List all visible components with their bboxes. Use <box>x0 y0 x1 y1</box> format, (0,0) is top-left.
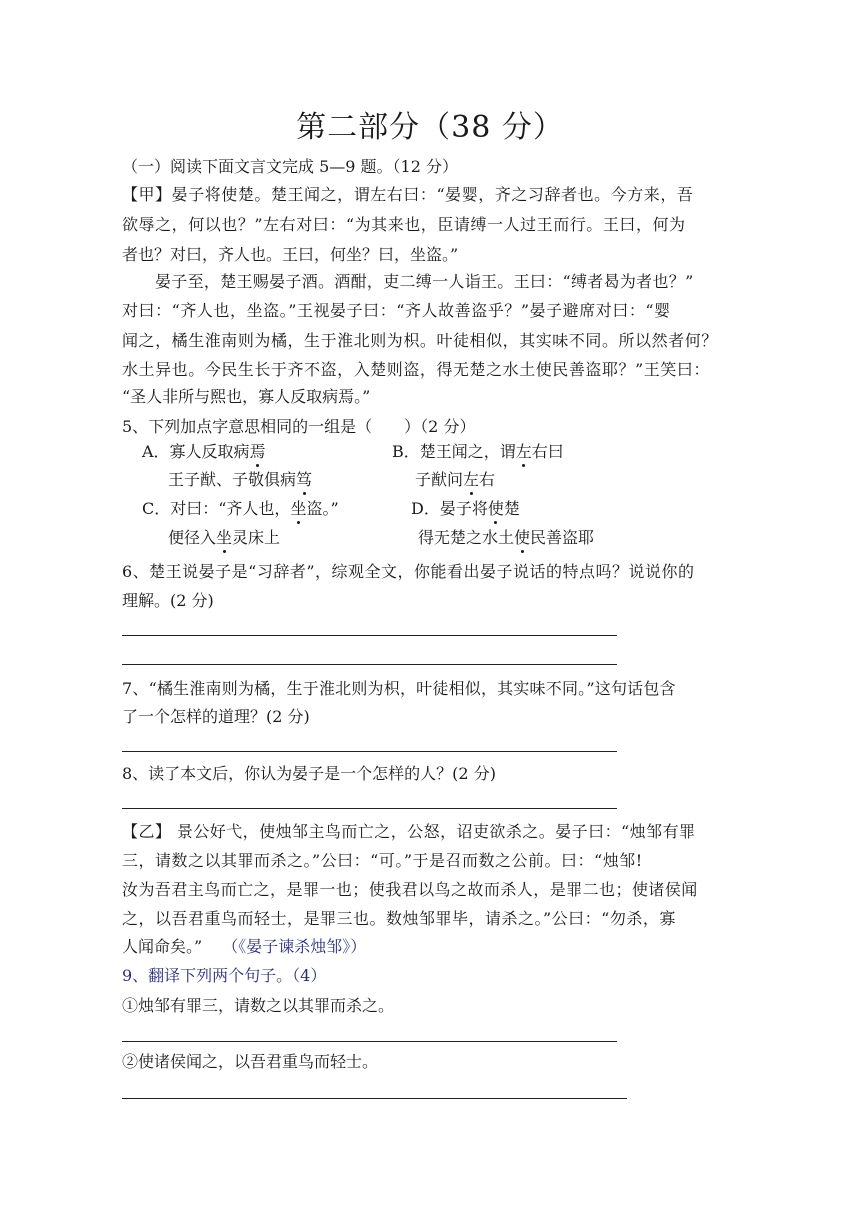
emphasis-char: 左 <box>515 442 532 461</box>
q7-stem: 7、“橘生淮南则为橘，生于淮北则为枳，叶徒相似，其实味不同。”这句话包含 <box>122 679 676 698</box>
passage-b-line: 【乙】 景公好弋，使烛邹主鸟而亡之，公怒，诏吏欲杀之。晏子曰：“烛邹有罪 <box>122 822 696 841</box>
emphasis-char: 使 <box>514 528 531 547</box>
q9-sentence-2: ②使诸侯闻之，以吾君重鸟而轻士。 <box>122 1052 379 1071</box>
q5-option-a-compare: 王子猷、子敬俱病笃 <box>168 470 313 489</box>
section-intro: （一）阅读下面文言文完成 5—9 题。（12 分） <box>122 157 458 176</box>
passage-b-last: 人闻命矣。” <box>122 937 203 956</box>
page-title: 第二部分（38 分） <box>296 110 564 145</box>
answer-line[interactable] <box>122 1098 627 1099</box>
q6-stem: 6、楚王说晏子是“习辞者”，综观全文，你能看出晏子说话的特点吗？说说你的 <box>122 562 695 581</box>
answer-line[interactable] <box>122 635 617 636</box>
passage-a-line: 晏子至，楚王赐晏子酒。酒酣，吏二缚一人诣王。王曰：“缚者曷为者也？” <box>155 272 694 291</box>
passage-a-line: 【甲】晏子将使楚。楚王闻之，谓左右曰：“晏婴，齐之习辞者也。今方来，吾 <box>122 185 694 204</box>
answer-line[interactable] <box>122 751 617 752</box>
q5-option-b-compare: 子猷问左右 <box>415 470 496 489</box>
emphasis-char: 坐 <box>290 499 307 518</box>
passage-b-line: 之，以吾君重鸟而轻士，是罪三也。数烛邹罪毕，请杀之。”公曰：“勿杀，寡 <box>122 909 676 928</box>
passage-b-line: 汝为吾君主鸟而亡之，是罪一也；使我君以鸟之故而杀人，是罪二也；使诸侯闻 <box>122 880 698 899</box>
q5-option-a: A．寡人反取病焉 <box>142 442 266 461</box>
q5-stem: 5、下列加点字意思相同的一组是（ ）（2 分） <box>122 417 476 436</box>
q9-sentence-1: ①烛邹有罪三，请数之以其罪而杀之。 <box>122 996 395 1015</box>
emphasis-char: 左 <box>463 470 480 489</box>
emphasis-char: 使 <box>487 499 504 518</box>
q5-option-c: C．对曰：“齐人也，坐盗。” <box>142 499 339 518</box>
q5-option-d: D．晏子将使楚 <box>411 499 520 518</box>
answer-line[interactable] <box>122 1041 617 1042</box>
q8-stem: 8、读了本文后，你认为晏子是一个怎样的人？(2 分) <box>122 764 496 783</box>
q5-option-b: B．楚王闻之，谓左右曰 <box>392 442 564 461</box>
emphasis-char: 焉 <box>249 442 266 461</box>
q7-stem: 了一个怎样的道理？(2 分) <box>122 707 310 726</box>
passage-a-line: 者也？对曰，齐人也。王曰，何坐？曰，坐盗。” <box>122 245 459 264</box>
passage-a-line: “圣人非所与熙也，寡人反取病焉。” <box>122 387 371 406</box>
q5-option-d-compare: 得无楚之水土使民善盗耶 <box>418 528 595 547</box>
q6-stem: 理解。(2 分) <box>122 591 214 610</box>
emphasis-char: 笃 <box>296 470 313 489</box>
q9-stem: 9、翻译下列两个句子。（4） <box>122 966 327 985</box>
passage-b-source: （《晏子谏杀烛邹》） <box>230 937 367 956</box>
answer-line[interactable] <box>122 808 617 809</box>
q5-option-c-compare: 便径入坐灵床上 <box>168 528 281 547</box>
passage-a-line: 对曰：“齐人也，坐盗。”王视晏子曰：“齐人故善盗乎？”晏子避席对曰：“婴 <box>122 301 671 320</box>
passage-b-line: 三，请数之以其罪而杀之。”公曰：“可。”于是召而数之公前。曰：“烛邹! <box>122 851 643 870</box>
passage-a-line: 水土异也。今民生长于齐不盗，入楚则盗，得无楚之水土使民善盗耶？”王笑曰： <box>122 360 710 379</box>
passage-a-line: 闻之，橘生淮南则为橘，生于淮北则为枳。叶徒相似，其实味不同。所以然者何？ <box>122 331 718 350</box>
passage-a-line: 欲辱之，何以也？”左右对曰：“为其来也，臣请缚一人过王而行。王曰，何为 <box>122 215 686 234</box>
passage-b-line <box>122 937 366 957</box>
answer-line[interactable] <box>122 664 617 665</box>
emphasis-char: 坐 <box>216 528 233 547</box>
